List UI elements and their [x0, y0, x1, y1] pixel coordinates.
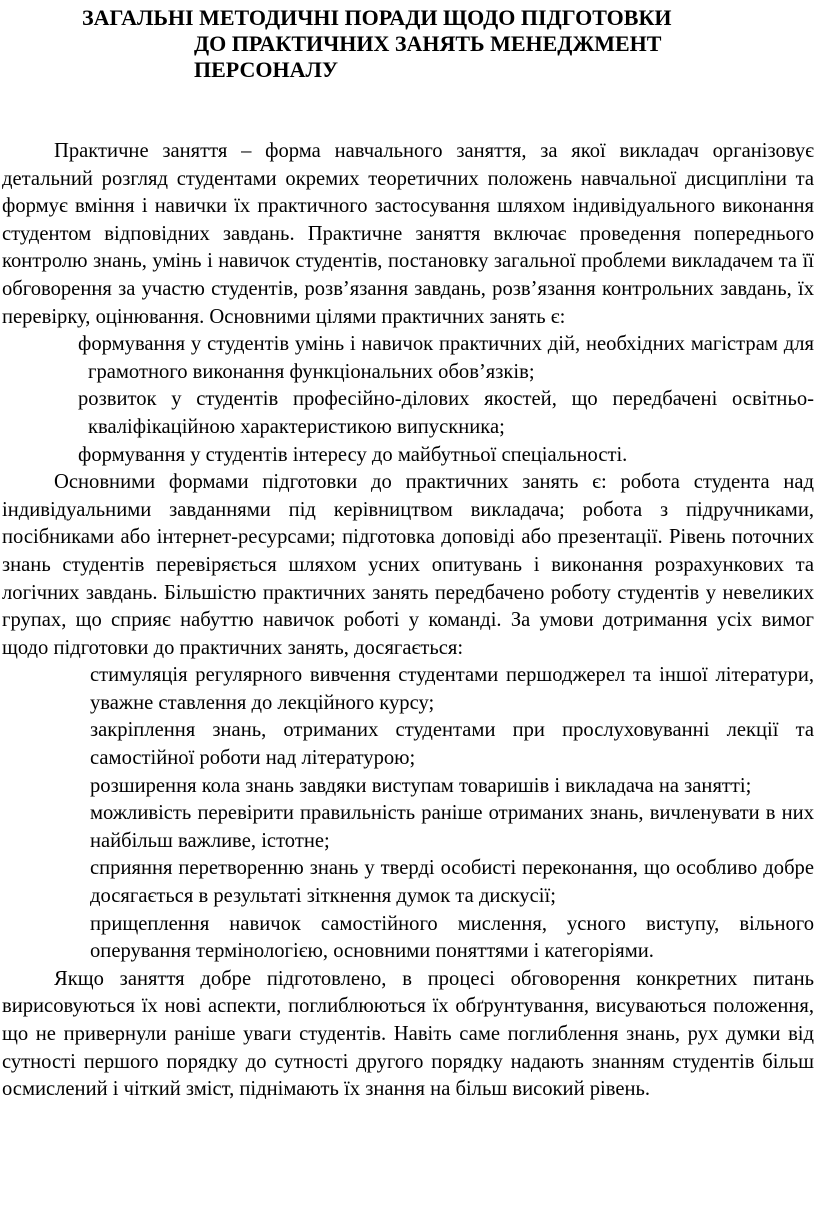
outcome-item: сприяння перетворенню знань у тверді особисті переконання, що особливо добре досягається в результаті зіткнення думок та дискусії; [90, 857, 814, 908]
outcomes-list [0, 662, 816, 966]
title-line-3: ПЕРСОНАЛУ [194, 57, 339, 82]
outcome-item: закріплення знань, отриманих студентами при прослуховуванні лекції та самостійної роботи над літературою; [90, 719, 814, 770]
paragraph-definition: Практичне заняття – форма навчального заняття, за якої викладач організовує детальний розгляд студентами окремих теоретичних положень навчальної дисципліни та формує вміння і навички їх практичного застосування шляхом індивідуального виконання студентом відповідних завдань. Практичне заняття включає проведення попереднього контролю знань, умінь і навичок студентів, постановку загальної проблеми викладачем та її обговорення за участю студентів, розв’язання завдань, розв’язання контрольних завдань, їх перевірку, оцінювання. Основними цілями практичних занять є: [2, 140, 814, 328]
document-body [0, 138, 816, 1104]
paragraph-conclusion: Якщо заняття добре підготовлено, в процесі обговорення конкретних питань вирисовуються їх нові аспекти, поглиблюються їх обґрунтування, висуваються положення, що не привернули раніше уваги студентів. Навіть саме поглиблення знань, рух думки від сутності першого порядку до сутності другого порядку надають знанням студентів більш осмислений і чіткий зміст, піднімають їх знання на більш високий рівень. [2, 967, 814, 1101]
goal-item: формування у студентів інтересу до майбутньої спеціальності. [78, 443, 628, 466]
goals-list [0, 331, 816, 469]
paragraph-forms: Основними формами підготовки до практичних занять є: робота студента над індивідуальними завданнями під керівництвом викладача; робота з підручниками, посібниками або інтернет-ресурсами; підготовка доповіді або презентації. Рівень поточних знань студентів перевіряється шляхом усних опитувань і виконання розрахункових та логічних завдань. Більшістю практичних занять передбачено роботу студентів у невеликих групах, що сприяє набуттю навичок роботі у команді. За умови дотримання усіх вимог щодо підготовки до практичних занять, досягається: [2, 471, 814, 659]
title-line-2: ДО ПРАКТИЧНИХ ЗАНЯТЬ МЕНЕДЖМЕНТ [194, 31, 662, 56]
outcome-item: стимуляція регулярного вивчення студентами першоджерел та іншої літератури, уважне ставлення до лекційного курсу; [90, 664, 814, 714]
outcome-item: розширення кола знань завдяки виступам товаришів і викладача на занятті; [90, 774, 752, 797]
outcome-item: можливість перевірити правильність раніше отриманих знань, вичленувати в них найбільш важливе, істотне; [90, 802, 814, 852]
goal-item: формування у студентів умінь і навичок практичних дій, необхідних магістрам для грамотного виконання функціональних обов’язків; [78, 333, 814, 383]
goal-item: розвиток у студентів професійно-ділових якостей, що передбачені освітньо-кваліфікаційною характеристикою випускника; [78, 388, 814, 438]
outcome-item: прищеплення навичок самостійного мислення, усного виступу, вільного оперування термінологією, основними поняттями і категоріями. [90, 912, 814, 963]
title-line-1: ЗАГАЛЬНІ МЕТОДИЧНІ ПОРАДИ ЩОДО ПІДГОТОВКИ [82, 5, 672, 30]
